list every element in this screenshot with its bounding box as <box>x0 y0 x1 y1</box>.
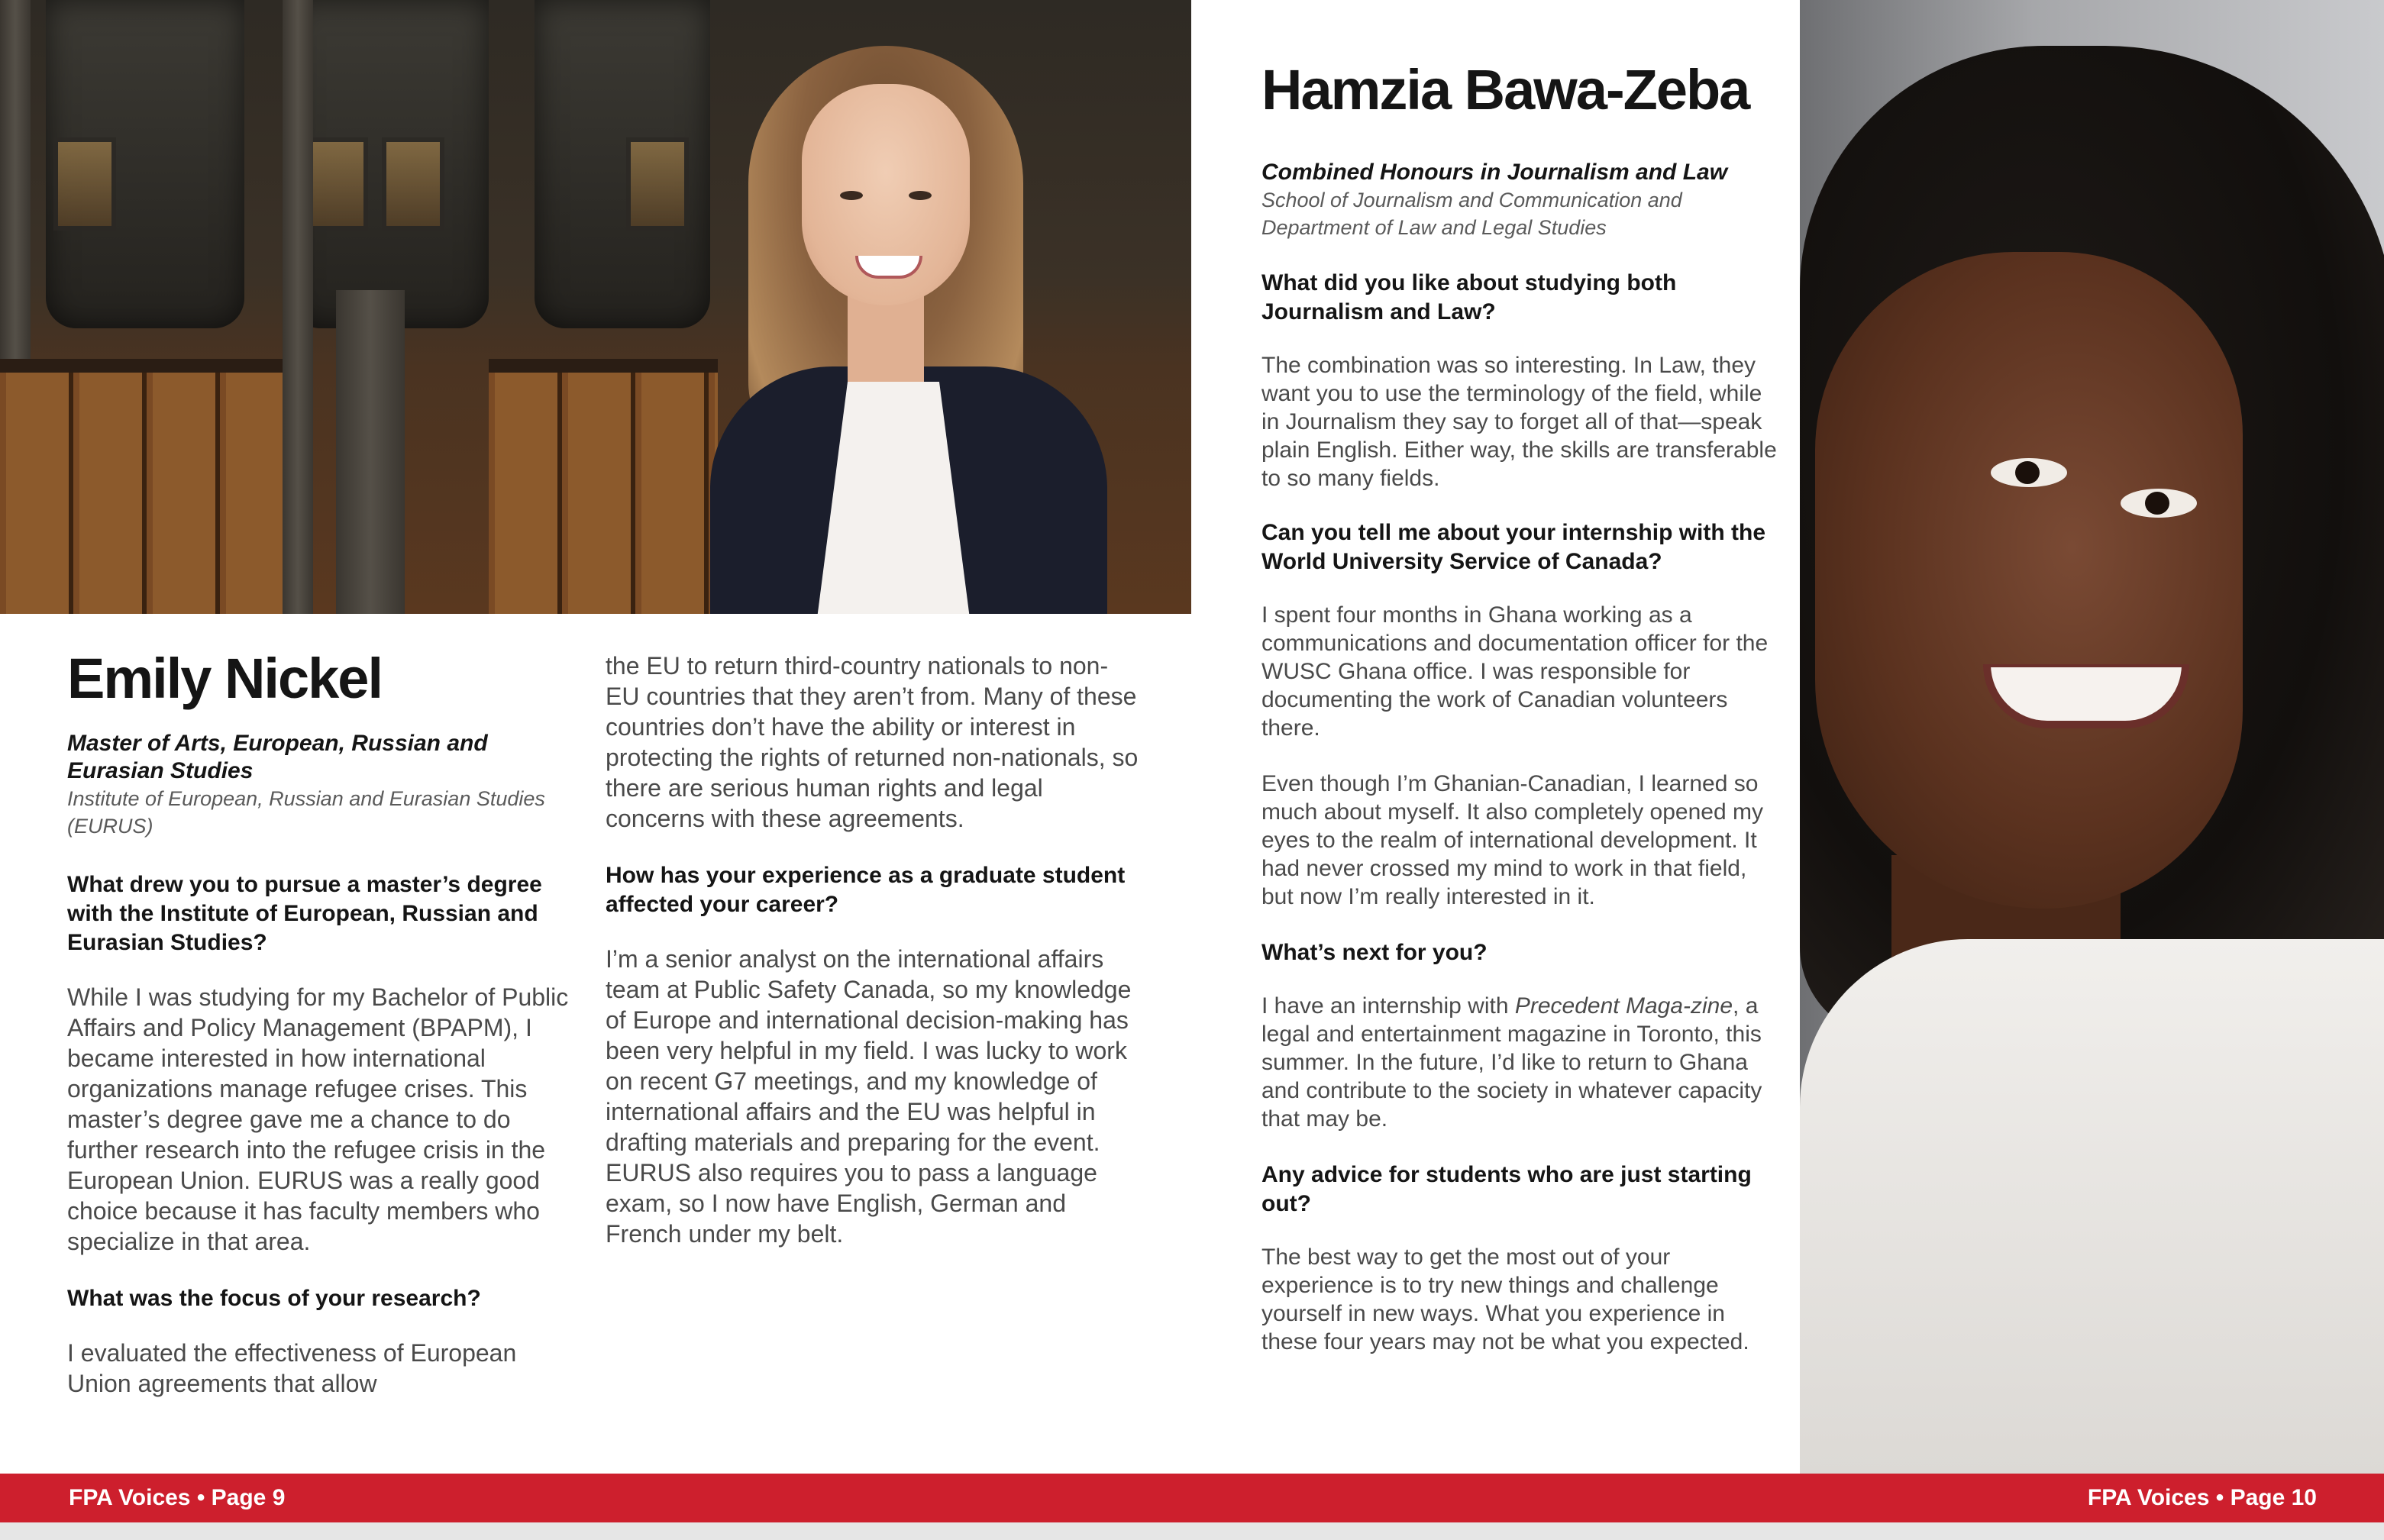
left-column-1 <box>67 730 586 1399</box>
building-pillar <box>336 290 405 614</box>
page-footer-left: FPA Voices • Page 9 <box>69 1485 286 1510</box>
wooden-door <box>0 359 283 614</box>
left-column-2 <box>606 651 1140 1249</box>
footer-bar <box>0 1474 2384 1522</box>
interview-answer: The best way to get the most out of your experience is to try new things and challenge yourself in new ways. What you experience in these four years may not be what you expected. <box>1261 1245 1749 1354</box>
window <box>382 137 444 231</box>
interview-question: Can you tell me about your internship with the World University Service of Canada? <box>1261 520 1766 574</box>
hamzia-bawa-zeba-photo <box>1800 0 2384 1474</box>
profile-name-right: Hamzia Bawa-Zeba <box>1261 58 1749 121</box>
window <box>53 137 116 231</box>
interview-answer: I spent four months in Ghana working as a communications and documentation officer for the WUSC Ghana office. I was responsible for documenting the work of Canadian volunteers there. <box>1261 602 1769 741</box>
profile-name-left: Emily Nickel <box>67 647 383 710</box>
interview-answer <box>1261 992 1778 1133</box>
interview-answer: I’m a senior analyst on the international affairs team at Public Safety Canada, so my knowledge of Europe and international decision-making has been very helpful in my field. I was lucky to work on recent G7 meetings, and my knowledge of international affairs and the EU was helpful in drafting materials and preparing for the event. EURUS also requires you to pass a language exam, so I now have English, German and French under my belt. <box>606 945 1132 1248</box>
degree-title: Master of Arts, European, Russian and Eurasian Studies <box>67 731 488 783</box>
department-name: Institute of European, Russian and Eurasian Studies (EURUS) <box>67 787 545 838</box>
wooden-door <box>489 359 718 614</box>
department-name: School of Journalism and Communication and Department of Law and Legal Studies <box>1261 189 1682 239</box>
interview-question: How has your experience as a graduate student affected your career? <box>606 863 1126 917</box>
emily-nickel-photo <box>0 0 1191 614</box>
interview-answer: I evaluated the effectiveness of European Union agreements that allow <box>67 1339 517 1397</box>
portrait-emily <box>687 46 1161 614</box>
answer-text: I have an internship with <box>1261 993 1515 1019</box>
page-bottom-edge <box>0 1522 2384 1540</box>
degree-title: Combined Honours in Journalism and Law <box>1261 160 1728 185</box>
interview-question: Any advice for students who are just starting out? <box>1261 1162 1752 1216</box>
page-footer-right: FPA Voices • Page 10 <box>2087 1485 2317 1510</box>
interview-question: What did you like about studying both Journalism and Law? <box>1261 270 1677 324</box>
interview-answer: The combination was so interesting. In Law, they want you to use the terminology of the field, while in Journalism they say to forget all of that—speak plain English. Either way, the skills are transferable to so many fields. <box>1261 353 1777 491</box>
window <box>305 137 368 231</box>
window <box>626 137 689 231</box>
right-column <box>1261 52 1778 1356</box>
answer-text: , a legal and entertainment magazine in Toronto, this summer. In the future, I’d like to return to Ghana and contribute to the society in whatever capacity that may be. <box>1261 993 1762 1132</box>
interview-question: What drew you to pursue a master’s degree with the Institute of European, Russian and Eurasian Studies? <box>67 872 542 955</box>
interview-answer: Even though I’m Ghanian-Canadian, I learned so much about myself. It also completely opened my eyes to the realm of international development. It had never crossed my mind to work in that field, but now I’m really interested in it. <box>1261 771 1763 909</box>
building-pillar <box>283 0 313 614</box>
interview-answer-continued: the EU to return third-country nationals to non-EU countries that they aren’t from. Many of these countries don’t have the ability or interest in protecting the rights of returned non-nationals, so there are serious human rights and legal concerns with these agreements. <box>606 652 1139 832</box>
interview-question: What was the focus of your research? <box>67 1286 481 1311</box>
interview-answer: While I was studying for my Bachelor of Public Affairs and Policy Management (BPAPM), I became interested in how international organizations manage refugee crises. This master’s degree gave me a chance to do further research into the refugee crisis in the European Union. EURUS was a really good choice because it has faculty members who specialize in that area. <box>67 983 569 1255</box>
interview-question: What’s next for you? <box>1261 940 1488 965</box>
magazine-title: Precedent Maga-zine <box>1514 993 1733 1019</box>
